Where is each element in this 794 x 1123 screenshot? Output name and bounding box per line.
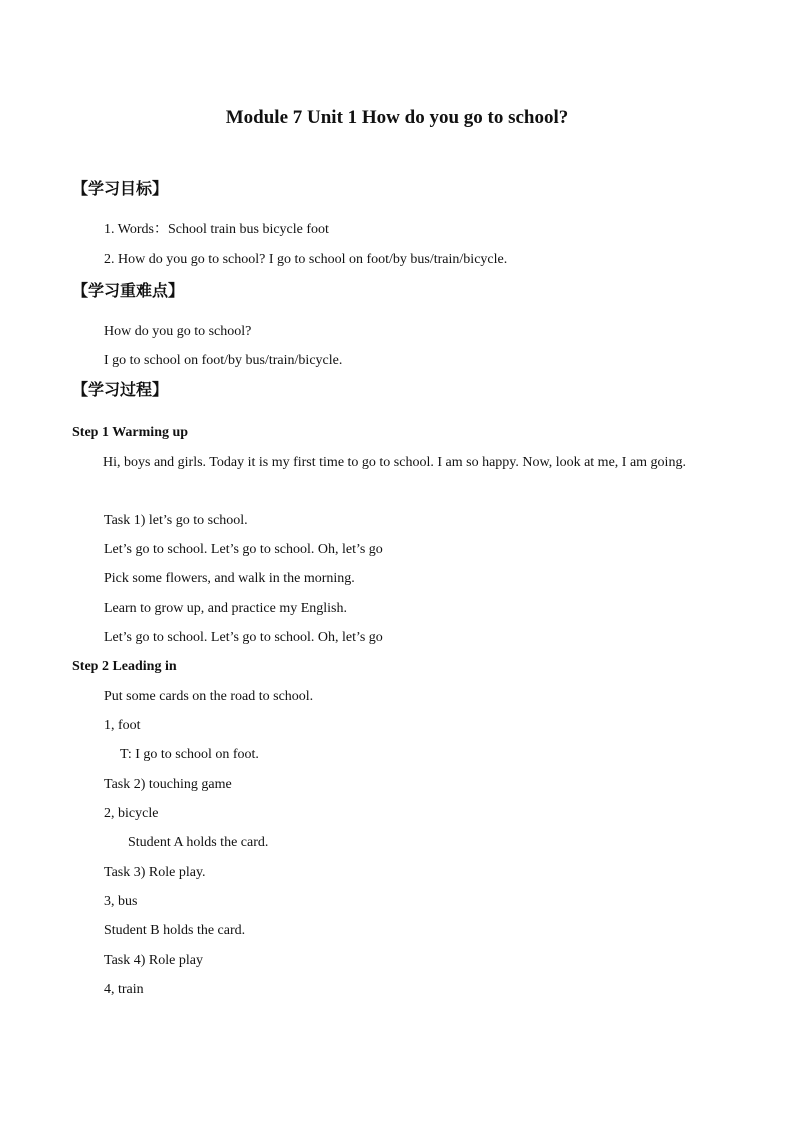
step2-line: Student B holds the card. — [104, 923, 246, 938]
key-point-question: How do you go to school? — [104, 324, 252, 339]
step2-line: 1, foot — [104, 718, 141, 733]
step2-task2: Task 2) touching game — [104, 777, 232, 792]
step2-heading: Step 2 Leading in — [72, 659, 177, 674]
step1-intro-paragraph: Hi, boys and girls. Today it is my first time to go to school. I am so happy. Now, look at me, I am going. — [103, 455, 686, 470]
section-heading-goals: 【学习目标】 — [72, 179, 169, 198]
step1-task1: Task 1) let’s go to school. — [104, 513, 248, 528]
section-heading-process: 【学习过程】 — [72, 380, 169, 399]
goals-item-words: 1. Words：School train bus bicycle foot — [104, 222, 329, 237]
goals-item-question: 2. How do you go to school? I go to school on foot/by bus/train/bicycle. — [104, 252, 508, 267]
step1-heading: Step 1 Warming up — [72, 425, 189, 440]
song-line: Pick some flowers, and walk in the morning. — [104, 571, 355, 586]
step2-task3: Task 3) Role play. — [104, 865, 206, 880]
step2-task4: Task 4) Role play — [104, 953, 203, 968]
song-line: Let’s go to school. Let’s go to school. Oh, let’s go — [104, 630, 383, 645]
step2-line: Put some cards on the road to school. — [104, 689, 314, 704]
step2-line: 2, bicycle — [104, 806, 159, 821]
song-line: Learn to grow up, and practice my English. — [104, 601, 347, 616]
step2-line: Student A holds the card. — [128, 835, 269, 850]
key-point-answer: I go to school on foot/by bus/train/bicycle. — [104, 353, 343, 368]
section-heading-key-points: 【学习重难点】 — [72, 281, 185, 300]
step2-line: 4, train — [104, 982, 144, 997]
step2-line: 3, bus — [104, 894, 138, 909]
page-title: Module 7 Unit 1 How do you go to school? — [225, 107, 569, 128]
step2-line: T: I go to school on foot. — [120, 747, 259, 762]
song-line: Let’s go to school. Let’s go to school. Oh, let’s go — [104, 542, 383, 557]
